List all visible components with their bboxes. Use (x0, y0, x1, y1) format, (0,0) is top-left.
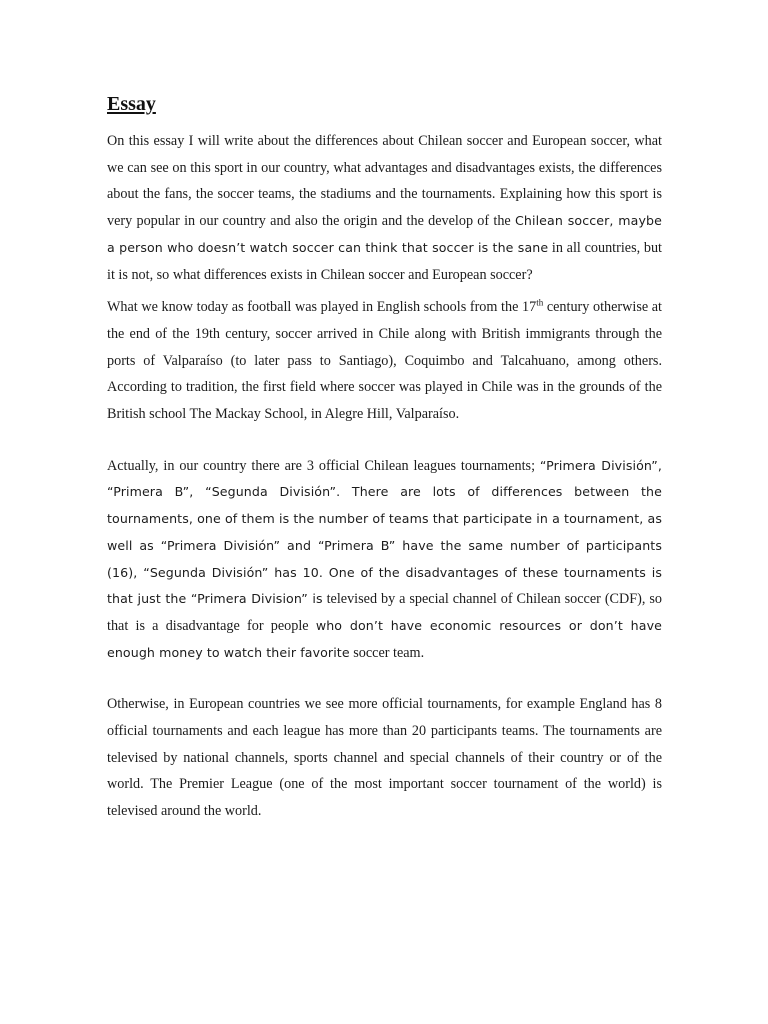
paragraph-3-text-4: who don’t have economic resources or don’t have enough money to watch their favorite (107, 617, 662, 660)
paragraph-2-text-2: century otherwise at the end of the 19th century, soccer arrived in Chile along with British immigrants through the ports of Valparaíso (to later pass to Santiago), Coquimbo and Talcahuano, among others. According to tradition, the first field where soccer was played in Chile was in the grounds of the British school The Mackay School, in Alegre Hill, Valparaíso. (107, 299, 663, 423)
paragraph-2-text-1: What we know today as football was played in English schools from the 17 (107, 299, 537, 316)
paragraph-3-text-1: Actually, in our country there are 3 official Chilean leagues tournaments; (107, 457, 540, 474)
paragraph-1 (107, 128, 662, 288)
paragraph-2 (107, 294, 662, 428)
paragraph-1-text-3: in all countries, but it is not, so what differences exists in Chilean soccer and European soccer? (107, 239, 662, 283)
paragraph-4 (107, 691, 662, 825)
document-page (107, 91, 662, 825)
paragraph-3 (107, 453, 662, 667)
essay-title: Essay (107, 93, 156, 115)
paragraph-3-text-2: “Primera División”, “Primera B”, “Segunda División”. There are lots of differences between the tournaments, one of them is the number of teams that participate in a tournament, as well as “Primera División” and “Primera B” have the same number of participants (16), “Segunda División” has 10. One of the disadvantages of these tournaments is that just the “Primera Division” is (107, 457, 663, 607)
paragraph-3-text-3: televised by a special channel of Chilean soccer (CDF), so that is a disadvantage for people (107, 591, 662, 634)
paragraph-4-text-1: Otherwise, in European countries we see more official tournaments, for example England has 8 official tournaments and each league has more than 20 participants teams. The tournaments are televised by national channels, sports channel and special channels of their country or of the world. The Premier League (one of the most important soccer tournament of the world) is televised around the world. (107, 696, 662, 820)
paragraph-3-text-5: soccer team. (349, 644, 425, 661)
paragraph-1-text-2: Chilean soccer, maybe a person who doesn’t watch soccer can think that soccer is the sane (107, 213, 662, 255)
superscript-th: th (536, 297, 544, 308)
paragraph-1-text-1: On this essay I will write about the differences about Chilean soccer and European soccer, what we can see on this sport in our country, what advantages and disadvantages exists, the differences about the fans, the soccer teams, the stadiums and the tournaments. Explaining how this sport is very popular in our country and also the origin and the develop of the (107, 133, 662, 230)
